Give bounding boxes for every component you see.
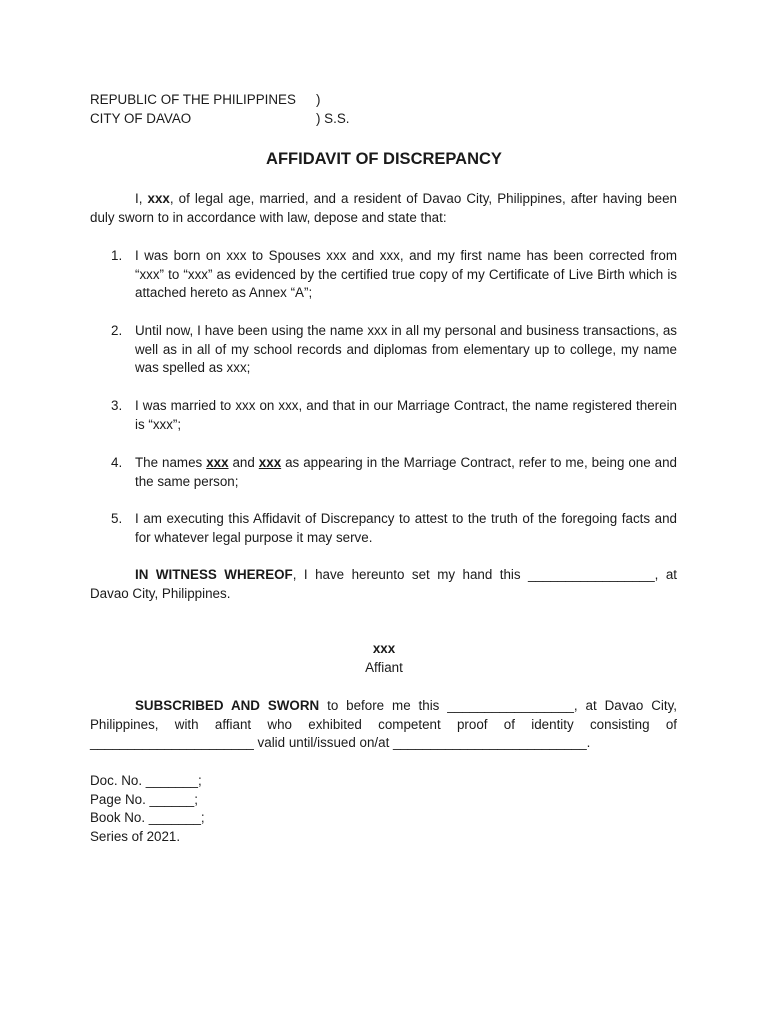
list-text: [135, 454, 677, 491]
list-number: 2.: [111, 323, 123, 338]
document-title: AFFIDAVIT OF DISCREPANCY: [266, 150, 502, 168]
name-underlined-1: xxx: [206, 455, 229, 470]
list-text: I am executing this Affidavit of Discrepancy to attest to the truth of the foregoing facts and for whatever legal purpose it may serve.: [135, 511, 677, 545]
list-number: 5.: [111, 511, 123, 526]
venue-paren-1: ): [316, 92, 321, 107]
jurat-rest: to before me this _________________, at Davao City, Philippines, with affiant who exhibited competent proof of identity consisting of ______________________ valid until/issued on/at __________________________.: [90, 698, 677, 751]
series-year: Series of 2021.: [90, 828, 181, 844]
list-text-pre: The names: [135, 455, 207, 470]
witness-lead: IN WITNESS WHEREOF: [135, 567, 293, 582]
witness-rest: , I have hereunto set my hand this _________________, at Davao City, Philippines.: [90, 567, 678, 601]
intro-name: xxx: [147, 191, 170, 206]
venue-row-city: [90, 110, 349, 129]
venue-city: CITY OF DAVAO: [90, 111, 192, 126]
list-text: I was married to xxx on xxx, and that in our Marriage Contract, the name registered therein is “xxx”;: [135, 398, 677, 432]
affiant-label: Affiant: [365, 660, 403, 675]
list-text: Until now, I have been using the name xxx in all my personal and business transactions, as well as in all of my school records and diplomas from elementary up to college, my name was spelled as xxx;: [135, 323, 677, 376]
intro-prefix: I,: [135, 191, 148, 206]
list-text-post: as appearing in the Marriage Contract, refer to me, being one and the same person;: [135, 455, 677, 489]
intro-rest: , of legal age, married, and a resident of Davao City, Philippines, after having been duly sworn to in accordance with law, depose and state that:: [90, 191, 677, 225]
venue-row-republic: [90, 91, 349, 110]
venue-block: [90, 91, 349, 129]
list-number: 4.: [111, 455, 123, 470]
list-text: I was born on xxx to Spouses xxx and xxx, and my first name has been corrected from “xxx” to “xxx” as evidenced by the certified true copy of my Certificate of Live Birth which is attached hereto as Annex “A”;: [135, 248, 677, 301]
jurat-lead: SUBSCRIBED AND SWORN: [135, 698, 320, 713]
affiant-name-text: xxx: [372, 641, 396, 656]
book-number: Book No. _______;: [90, 810, 205, 826]
venue-republic: REPUBLIC OF THE PHILIPPINES: [90, 92, 296, 107]
intro-paragraph: [90, 190, 677, 227]
doc-number: Doc. No. _______;: [90, 773, 202, 788]
page-number: Page No. ______;: [90, 791, 198, 807]
affiant-name: [0, 640, 768, 659]
name-underlined-2: xxx: [258, 455, 282, 470]
jurat-paragraph: [90, 697, 677, 753]
witness-paragraph: [90, 566, 677, 603]
venue-ss: ) S.S.: [316, 111, 350, 126]
notarial-register: [90, 772, 205, 846]
list-text-mid: and: [228, 455, 259, 470]
list-number: 3.: [111, 398, 123, 413]
list-number: 1.: [111, 248, 123, 263]
